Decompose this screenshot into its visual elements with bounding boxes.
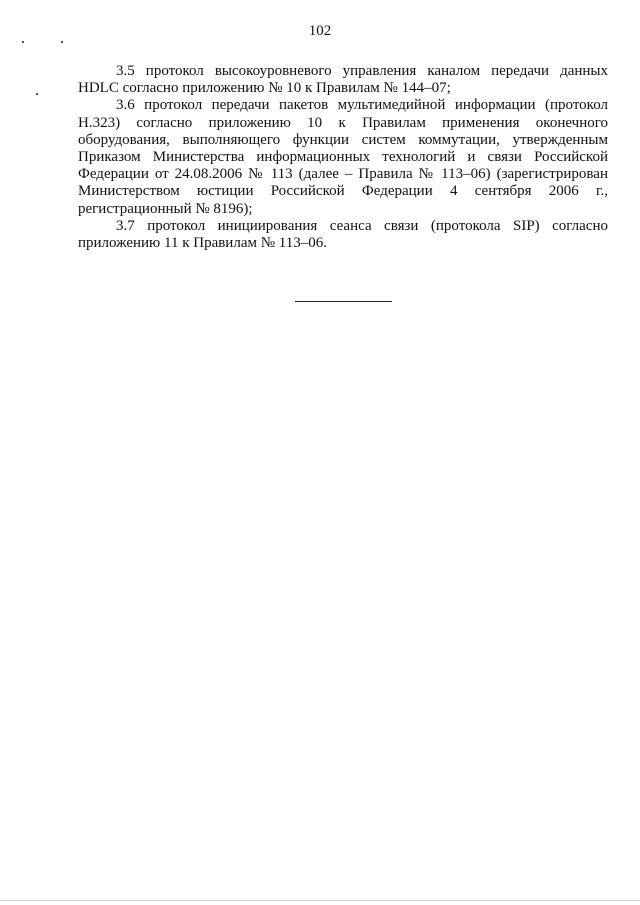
scan-mark-left <box>22 41 24 43</box>
closing-divider <box>295 301 392 302</box>
document-body <box>78 63 608 252</box>
paragraph-3-5: 3.5 протокол высокоуровневого управления каналом передачи данных HDLC согласно приложению № 10 к Правилам № 144–07; <box>78 63 608 97</box>
page-bottom-edge <box>0 900 640 901</box>
scan-mark-lower <box>36 93 38 95</box>
paragraph-3-6: 3.6 протокол передачи пакетов мультимедийной информации (протокол H.323) согласно приложению 10 к Правилам применения оконечного оборудования, выполняющего функции систем коммутации, утвержденным Приказом Министерства информационных технологий и связи Российской Федерации от 24.08.2006 № 113 (далее – Правила № 113–06) (зарегистрирован Министерством юстиции Российской Федерации 4 сентября 2006 г., регистрационный № 8196); <box>78 97 608 217</box>
paragraph-3-7: 3.7 протокол инициирования сеанса связи (протокола SIP) согласно приложению 11 к Правилам № 113–06. <box>78 217 608 252</box>
page-number: 102 <box>308 23 332 39</box>
scan-mark-right <box>61 41 63 43</box>
